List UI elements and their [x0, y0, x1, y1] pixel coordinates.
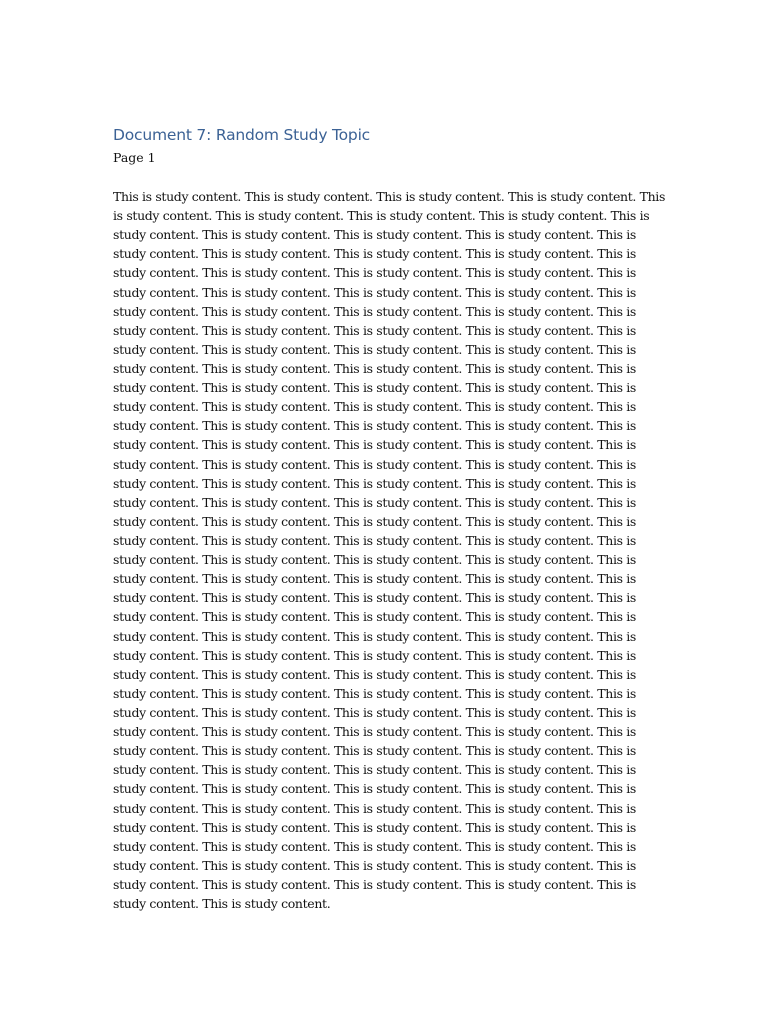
body-line: study content. This is study content. This is study content. This is study content. This is [113, 647, 636, 663]
body-line: study content. This is study content. This is study content. This is study content. This is [113, 819, 636, 835]
body-line: This is study content. This is study content. This is study content. This is study content. This [113, 189, 666, 204]
body-line: study content. This is study content. This is study content. This is study content. This is [113, 494, 636, 510]
body-line: study content. This is study content. This is study content. This is study content. This is [113, 609, 636, 625]
body-line: study content. This is study content. This is study content. This is study content. This is [113, 437, 636, 453]
body-line: study content. This is study content. This is study content. This is study content. This is [113, 685, 636, 701]
body-line: is study content. This is study content. This is study content. This is study content. This is [113, 208, 650, 224]
body-line: study content. This is study content. This is study content. This is study content. This is [113, 513, 636, 529]
document-body [113, 187, 673, 913]
body-line: study content. This is study content. This is study content. This is study content. This is [113, 246, 636, 262]
body-line: study content. This is study content. This is study content. This is study content. This is [113, 380, 636, 396]
body-line: study content. This is study content. This is study content. This is study content. This is [113, 360, 636, 376]
body-line: study content. This is study content. This is study content. This is study content. This is [113, 399, 636, 415]
body-line: study content. This is study content. This is study content. This is study content. This is [113, 838, 636, 854]
body-line: study content. This is study content. This is study content. This is study content. This is [113, 284, 636, 300]
body-line: study content. This is study content. This is study content. This is study content. This is [113, 724, 636, 740]
body-line: study content. This is study content. This is study content. This is study content. This is [113, 781, 636, 797]
body-line: study content. This is study content. This is study content. This is study content. This is [113, 571, 636, 587]
body-line: study content. This is study content. This is study content. This is study content. This is [113, 628, 636, 644]
body-line: study content. This is study content. [113, 896, 331, 912]
body-line: study content. This is study content. This is study content. This is study content. This is [113, 762, 636, 778]
page-number: Page 1 [113, 150, 156, 165]
body-line: study content. This is study content. This is study content. This is study content. This is [113, 590, 636, 606]
body-line: study content. This is study content. This is study content. This is study content. This is [113, 227, 636, 243]
document-title: Document 7: Random Study Topic [113, 126, 371, 144]
body-line: study content. This is study content. This is study content. This is study content. This is [113, 552, 636, 568]
body-line: study content. This is study content. This is study content. This is study content. This is [113, 341, 636, 357]
body-line: study content. This is study content. This is study content. This is study content. This is [113, 743, 636, 759]
body-line: study content. This is study content. This is study content. This is study content. This is [113, 800, 636, 816]
body-line: study content. This is study content. This is study content. This is study content. This is [113, 666, 636, 682]
body-line: study content. This is study content. This is study content. This is study content. This is [113, 418, 636, 434]
body-line: study content. This is study content. This is study content. This is study content. This is [113, 265, 636, 281]
body-line: study content. This is study content. This is study content. This is study content. This is [113, 532, 636, 548]
body-line: study content. This is study content. This is study content. This is study content. This is [113, 303, 636, 319]
body-line: study content. This is study content. This is study content. This is study content. This is [113, 876, 636, 892]
body-line: study content. This is study content. This is study content. This is study content. This is [113, 322, 636, 338]
body-line: study content. This is study content. This is study content. This is study content. This is [113, 475, 636, 491]
body-line: study content. This is study content. This is study content. This is study content. This is [113, 704, 636, 720]
body-line: study content. This is study content. This is study content. This is study content. This is [113, 456, 636, 472]
body-line: study content. This is study content. This is study content. This is study content. This is [113, 857, 636, 873]
